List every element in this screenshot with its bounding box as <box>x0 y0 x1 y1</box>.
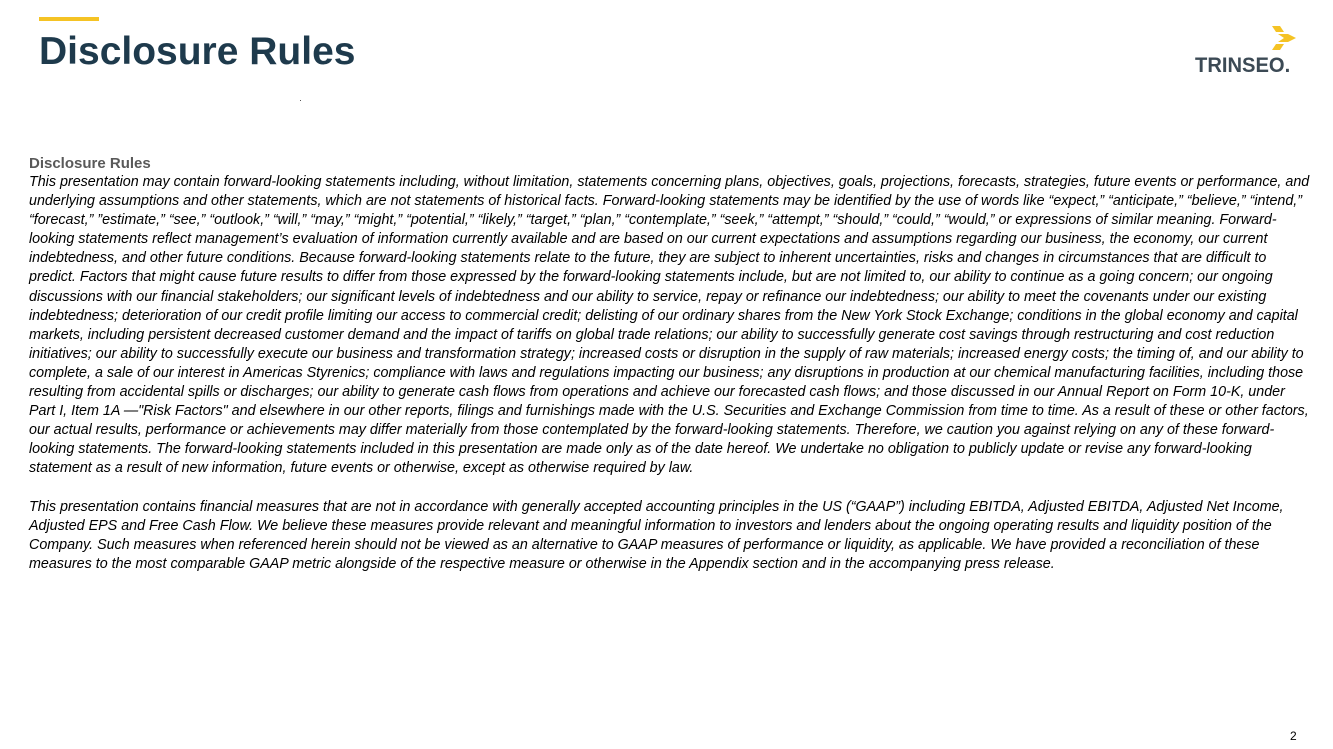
trinseo-logo <box>1190 26 1305 81</box>
logo-wordmark: TRINSEO. <box>1195 54 1291 77</box>
page-title: Disclosure Rules <box>39 30 356 73</box>
stray-dot <box>300 100 301 101</box>
trinseo-chevron-icon <box>1270 26 1298 50</box>
section-heading: Disclosure Rules <box>29 155 151 172</box>
non-gaap-measures-paragraph: This presentation contains financial measures that are not in accordance with generally accepted accounting principles in the US (“GAAP”) including EBITDA, Adjusted EBITDA, Adjusted Net Income, Adjusted EPS and Free Cash Flow. We believe these measures provide relevant and meaningful information to investors and lenders about the ongoing operating results and liquidity position of the Company. Such measures when referenced herein should not be viewed as an alternative to GAAP measures of performance or liquidity, as applicable. We have provided a reconciliation of these measures to the most comparable GAAP metric alongside of the respective measure or otherwise in the Appendix section and in the accompanying press release. <box>29 498 1284 572</box>
forward-looking-statements-paragraph: This presentation may contain forward-looking statements including, without limitation, statements concerning plans, objectives, goals, projections, forecasts, strategies, future events or performance, and underlying assumptions and other statements, which are not statements of historical facts. Forward-looking statements may be identified by the use of words like “expect,” “anticipate,” “believe,” “intend,” “forecast,” ”estimate,” “see,” “outlook,” “will,” “may,” “might,” “potential,” “likely,” “target,” “plan,” “contemplate,” “seek,” “attempt,” “should,” “could,” “would,” or expressions of similar meaning. Forward-looking statements reflect management’s evaluation of information currently available and are based on our current expectations and assumptions regarding our business, the economy, our current indebtedness, and other future conditions. Because forward-looking statements relate to the future, they are subject to inherent uncertainties, risks and changes in circumstances that are difficult to predict. Factors that might cause future results to differ from those expressed by the forward-looking statements include, but are not limited to, our ability to continue as a going concern; our ongoing discussions with our financial stakeholders; our significant levels of indebtedness and our ability to service, repay or refinance our indebtedness; our ability to meet the covenants under our existing indebtedness; deterioration of our credit profile limiting our access to commercial credit; delisting of our ordinary shares from the New York Stock Exchange; conditions in the global economy and capital markets, including persistent decreased customer demand and the impact of tariffs on global trade relations; our ability to successfully generate cost savings through restructuring and cost reduction initiatives; our ability to successfully execute our business and transformation strategy; increased costs or disruption in the supply of raw materials; increased energy costs; the timing of, and our ability to complete, a sale of our interest in Americas Styrenics; compliance with laws and regulations impacting our business; any disruptions in production at our chemical manufacturing facilities, including those resulting from accidental spills or discharges; our ability to generate cash flows from operations and achieve our forecasted cash flows; and those discussed in our Annual Report on Form 10-K, under Part I, Item 1A —"Risk Factors" and elsewhere in our other reports, filings and furnishings made with the U.S. Securities and Exchange Commission from time to time. As a result of these or other factors, our actual results, performance or achievements may differ materially from those contemplated by the forward-looking statements. Therefore, we caution you against relying on any of these forward-looking statements. The forward-looking statements included in this presentation are made only as of the date hereof. We undertake no obligation to publicly update or revise any forward-looking statement as a result of new information, future events or otherwise, except as otherwise required by law. <box>29 174 1310 477</box>
disclosure-section <box>29 154 1315 574</box>
page-number: 2 <box>1290 729 1297 743</box>
title-accent-bar <box>39 17 99 21</box>
